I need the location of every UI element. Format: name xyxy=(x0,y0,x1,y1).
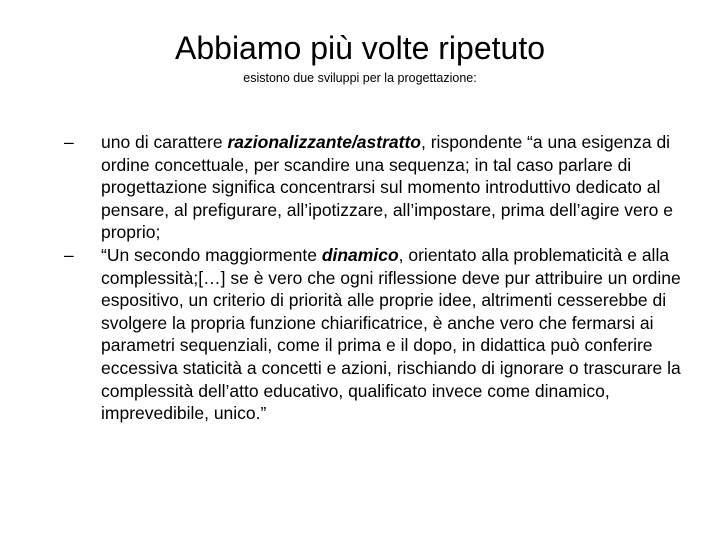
bullet-text-before: uno di carattere xyxy=(101,132,228,152)
bullet-item xyxy=(64,131,684,244)
bullet-list xyxy=(64,131,684,425)
bullet-item xyxy=(64,244,684,425)
bullet-emphasis: razionalizzante/astratto xyxy=(227,132,421,152)
bullet-dash: – xyxy=(64,244,74,265)
bullet-text xyxy=(101,131,684,244)
bullet-text-after: , rispondente “a una esigenza di ordine concettuale, per scandire una sequenza; in tal caso parlare di progettazione significa concentrarsi sul momento introduttivo dedicato al pensare, al prefigurare, all’ipotizzare, all’impostare, prima dell’agire vero e proprio; xyxy=(101,132,673,243)
bullet-text xyxy=(101,244,684,425)
bullet-text-before: “Un secondo maggiormente xyxy=(101,244,322,265)
bullet-text-after: , orientato alla problematicità e alla complessità;[…] se è vero che ogni riflessione deve pur attribuire un ordine espositivo, un criterio di priorità alle proprie idee, altrimenti cesserebbe di svolgere la propria funzione chiarificatrice, è anche vero che fermarsi ai parametri sequenziali, come il prima e il dopo, in didattica può conferire eccessiva staticità a concetti e azioni, rischiando di ignorare o trascurare la complessità dell’atto educativo, qualificato invece come dinamico, imprevedibile, unico.” xyxy=(101,244,681,424)
bullet-emphasis: dinamico xyxy=(321,244,399,265)
slide-subtitle: esistono due sviluppi per la progettazione: xyxy=(243,71,477,85)
slide-title: Abbiamo più volte ripetuto xyxy=(175,30,545,66)
bullet-dash: – xyxy=(64,132,74,152)
